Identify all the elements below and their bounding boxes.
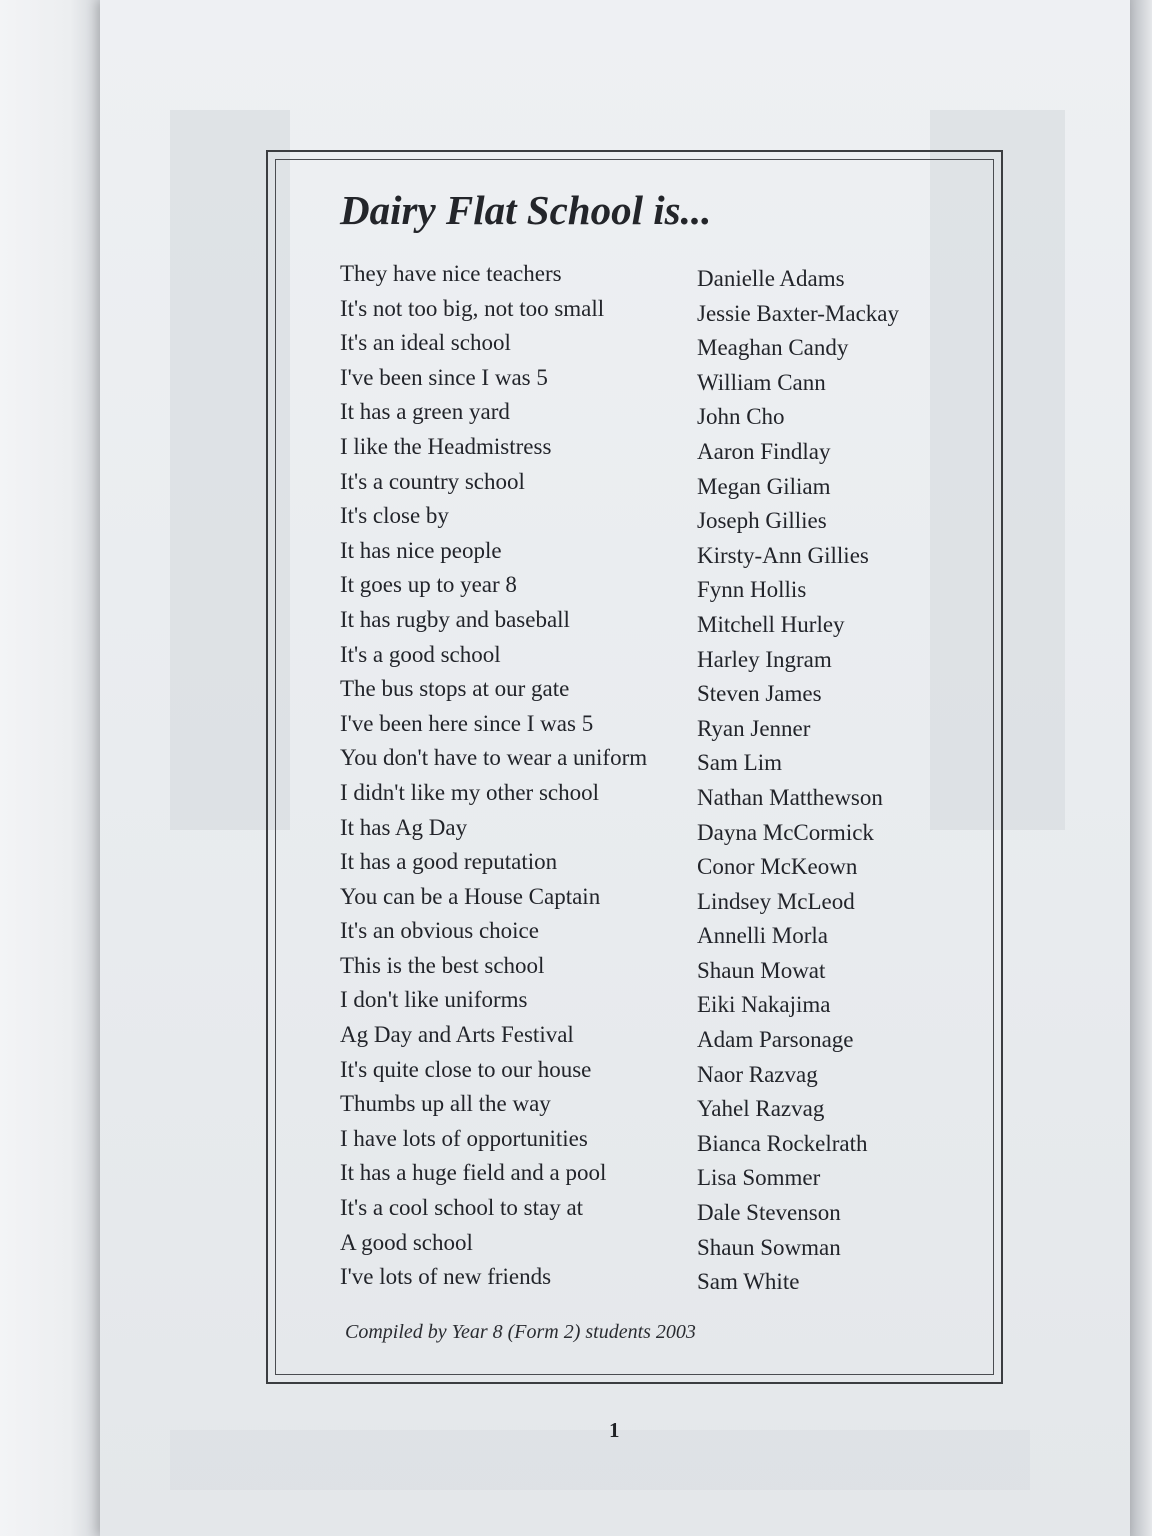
phrase-item: It's a cool school to stay at [340, 1195, 584, 1221]
page-number: 1 [609, 1418, 620, 1442]
phrase-item: I have lots of opportunities [340, 1125, 588, 1151]
student-name: Conor McKeown [697, 854, 858, 880]
student-name: Kirsty-Ann Gillies [697, 542, 869, 568]
student-name: John Cho [697, 404, 785, 430]
student-name: Annelli Morla [697, 923, 828, 949]
phrase-item: Ag Day and Arts Festival [340, 1022, 574, 1048]
student-name: Lindsey McLeod [697, 888, 855, 914]
show-through-text [170, 1430, 1030, 1490]
student-name: Lisa Sommer [697, 1165, 821, 1191]
student-name: Adam Parsonage [697, 1027, 854, 1053]
student-name: Steven James [697, 681, 822, 707]
page-title: Dairy Flat School is... [340, 187, 712, 233]
student-name: Sam Lim [697, 750, 782, 776]
phrase-item: It's not too big, not too small [340, 295, 605, 321]
student-name: Shaun Mowat [697, 957, 826, 983]
facing-page-edge [0, 0, 100, 1536]
phrase-item: It's a good school [340, 641, 501, 667]
student-name: Sam White [697, 1269, 800, 1295]
phrase-item: I don't like uniforms [340, 987, 528, 1013]
student-name: Joseph Gillies [697, 508, 827, 534]
phrase-item: I didn't like my other school [340, 779, 600, 805]
student-name: Mitchell Hurley [697, 611, 845, 637]
phrase-item: The bus stops at our gate [340, 676, 570, 702]
student-name: William Cann [697, 369, 826, 395]
student-name: Harley Ingram [697, 646, 832, 672]
student-name: Bianca Rockelrath [697, 1130, 868, 1156]
student-name: Naor Razvag [697, 1061, 818, 1087]
table-surface [1130, 0, 1152, 1536]
student-name: Ryan Jenner [697, 715, 811, 741]
student-name: Fynn Hollis [697, 577, 807, 603]
student-name: Dayna McCormick [697, 819, 874, 845]
phrase-list [340, 257, 647, 1295]
phrase-item: It has a green yard [340, 399, 510, 425]
student-name: Nathan Matthewson [697, 784, 883, 810]
phrase-item: It has a huge field and a pool [340, 1160, 607, 1186]
phrase-item: This is the best school [340, 952, 545, 978]
student-name-list [697, 262, 899, 1300]
phrase-item: You can be a House Captain [340, 883, 601, 909]
phrase-item: A good school [340, 1229, 473, 1255]
phrase-item: Thumbs up all the way [340, 1091, 551, 1117]
phrase-item: It has Ag Day [340, 814, 468, 840]
student-name: Yahel Razvag [697, 1096, 825, 1122]
phrase-item: It goes up to year 8 [340, 572, 517, 598]
compiled-by-credit: Compiled by Year 8 (Form 2) students 2003 [345, 1321, 696, 1343]
student-name: Meaghan Candy [697, 335, 849, 361]
phrase-item: It's quite close to our house [340, 1056, 592, 1082]
phrase-item: I've been since I was 5 [340, 364, 548, 390]
phrase-item: It's close by [340, 503, 449, 529]
student-name: Jessie Baxter-Mackay [697, 300, 899, 326]
phrase-item: They have nice teachers [340, 261, 562, 286]
phrase-item: I've lots of new friends [340, 1264, 552, 1290]
student-name: Dale Stevenson [697, 1200, 841, 1226]
phrase-item: I've been here since I was 5 [340, 710, 594, 736]
phrase-item: It has rugby and baseball [340, 606, 570, 632]
phrase-item: It's a country school [340, 468, 525, 494]
phrase-item: It has nice people [340, 537, 502, 563]
phrase-item: It's an ideal school [340, 330, 511, 356]
student-name: Aaron Findlay [697, 438, 831, 464]
phrase-item: I like the Headmistress [340, 433, 552, 459]
student-name: Eiki Nakajima [697, 992, 831, 1018]
student-name: Megan Giliam [697, 473, 831, 499]
student-name: Danielle Adams [697, 266, 845, 291]
phrase-item: You don't have to wear a uniform [340, 745, 648, 771]
phrase-item: It has a good reputation [340, 849, 558, 875]
phrase-item: It's an obvious choice [340, 918, 539, 944]
student-name: Shaun Sowman [697, 1234, 841, 1260]
